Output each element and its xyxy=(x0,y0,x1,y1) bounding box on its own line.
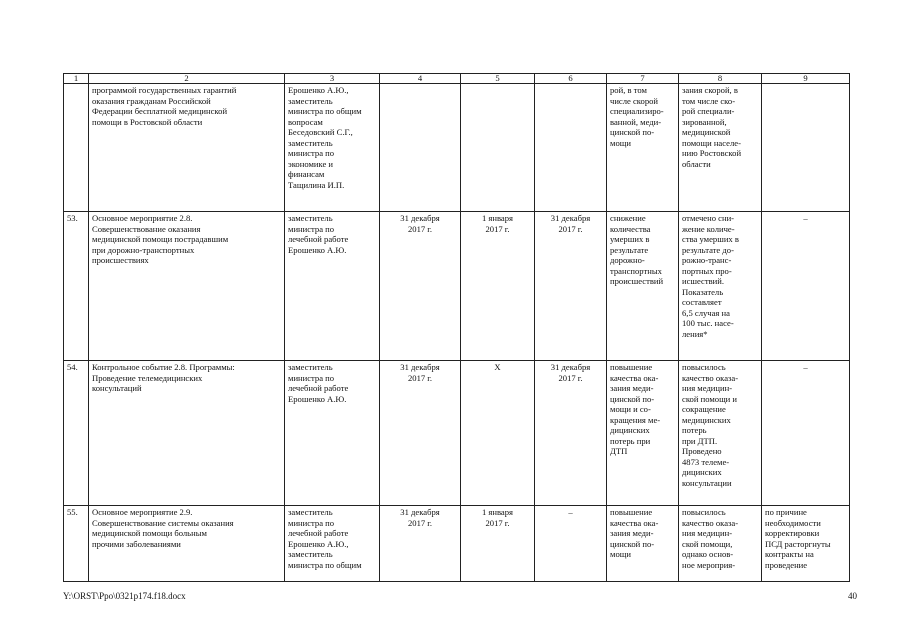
footer-file-path: Y:\ORST\Ppo\0321p174.f18.docx xyxy=(63,591,186,601)
header-col-2: 2 xyxy=(89,74,285,84)
header-col-3: 3 xyxy=(285,74,380,84)
end-date: 31 декабря 2017 г. xyxy=(535,212,607,361)
header-col-1: 1 xyxy=(64,74,89,84)
achieved-result: повысилось качество оказа- ния медицин- ской помощи, однако основ- ное мероприя- xyxy=(679,506,762,582)
start-date: Х xyxy=(461,361,535,506)
achieved-result: повысилось качество оказа- ния медицин- ской помощи и сокращение медицинских потерь при ДТП. Проведено 4873 телеме- дицинских консультации xyxy=(679,361,762,506)
reasons: – xyxy=(762,361,850,506)
end-date: – xyxy=(535,506,607,582)
expected-result: снижение количества умерших в результате дорожно- транспортных происшествий xyxy=(607,212,679,361)
table-row xyxy=(64,506,850,582)
header-col-7: 7 xyxy=(607,74,679,84)
row-number: 53. xyxy=(64,212,89,361)
measure-name: Контрольное событие 2.8. Программы: Проведение телемедицинских консультаций xyxy=(89,361,285,506)
start-date: 1 января 2017 г. xyxy=(461,212,535,361)
planned-date xyxy=(380,84,461,212)
expected-result: рой, в том числе скорой специализиро- ванной, меди- цинской по- мощи xyxy=(607,84,679,212)
reasons xyxy=(762,84,850,212)
table-row xyxy=(64,212,850,361)
start-date: 1 января 2017 г. xyxy=(461,506,535,582)
start-date xyxy=(461,84,535,212)
end-date: 31 декабря 2017 г. xyxy=(535,361,607,506)
reasons: по причине необходимости корректировки ПСД расторгнуты контракты на проведение xyxy=(762,506,850,582)
end-date xyxy=(535,84,607,212)
table-header-row xyxy=(64,74,850,84)
measure-name: Основное мероприятие 2.9. Совершенствование системы оказания медицинской помощи больным прочими заболеваниями xyxy=(89,506,285,582)
measure-name: Основное мероприятие 2.8. Совершенствование оказания медицинской помощи пострадавшим при дорожно-транспортных происшествиях xyxy=(89,212,285,361)
reasons: – xyxy=(762,212,850,361)
responsible-person: Ерошенко А.Ю., заместитель министра по общим вопросам Беседовский С.Г., заместитель министра по экономике и финансам Тащилина И.П. xyxy=(285,84,380,212)
responsible-person: заместитель министра по лечебной работе Ерошенко А.Ю. xyxy=(285,361,380,506)
planned-date: 31 декабря 2017 г. xyxy=(380,361,461,506)
expected-result: повышение качества ока- зания меди- цинской по- мощи xyxy=(607,506,679,582)
expected-result: повышение качества ока- зания меди- цинской по- мощи и со- кращения ме- дицинских потерь при ДТП xyxy=(607,361,679,506)
row-number: 54. xyxy=(64,361,89,506)
responsible-person: заместитель министра по лечебной работе Ерошенко А.Ю., заместитель министра по общим xyxy=(285,506,380,582)
planned-date: 31 декабря 2017 г. xyxy=(380,506,461,582)
row-number: 55. xyxy=(64,506,89,582)
planned-date: 31 декабря 2017 г. xyxy=(380,212,461,361)
achieved-result: зания скорой, в том числе ско- рой специали- зированной, медицинской помощи населе- нию Ростовской области xyxy=(679,84,762,212)
report-table xyxy=(63,73,850,582)
row-number xyxy=(64,84,89,212)
responsible-person: заместитель министра по лечебной работе Ерошенко А.Ю. xyxy=(285,212,380,361)
header-col-6: 6 xyxy=(535,74,607,84)
achieved-result: отмечено сни- жение количе- ства умерших в результате до- рожно-транс- портных про- исшествий. Показатель составляет 6,5 случая на 100 тыс. насе- ления* xyxy=(679,212,762,361)
measure-name: программой государственных гарантий оказания гражданам Российской Федерации бесплатной медицинской помощи в Ростовской области xyxy=(89,84,285,212)
header-col-5: 5 xyxy=(461,74,535,84)
page-number: 40 xyxy=(848,591,857,601)
header-col-4: 4 xyxy=(380,74,461,84)
table-row xyxy=(64,84,850,212)
header-col-9: 9 xyxy=(762,74,850,84)
header-col-8: 8 xyxy=(679,74,762,84)
table-row xyxy=(64,361,850,506)
